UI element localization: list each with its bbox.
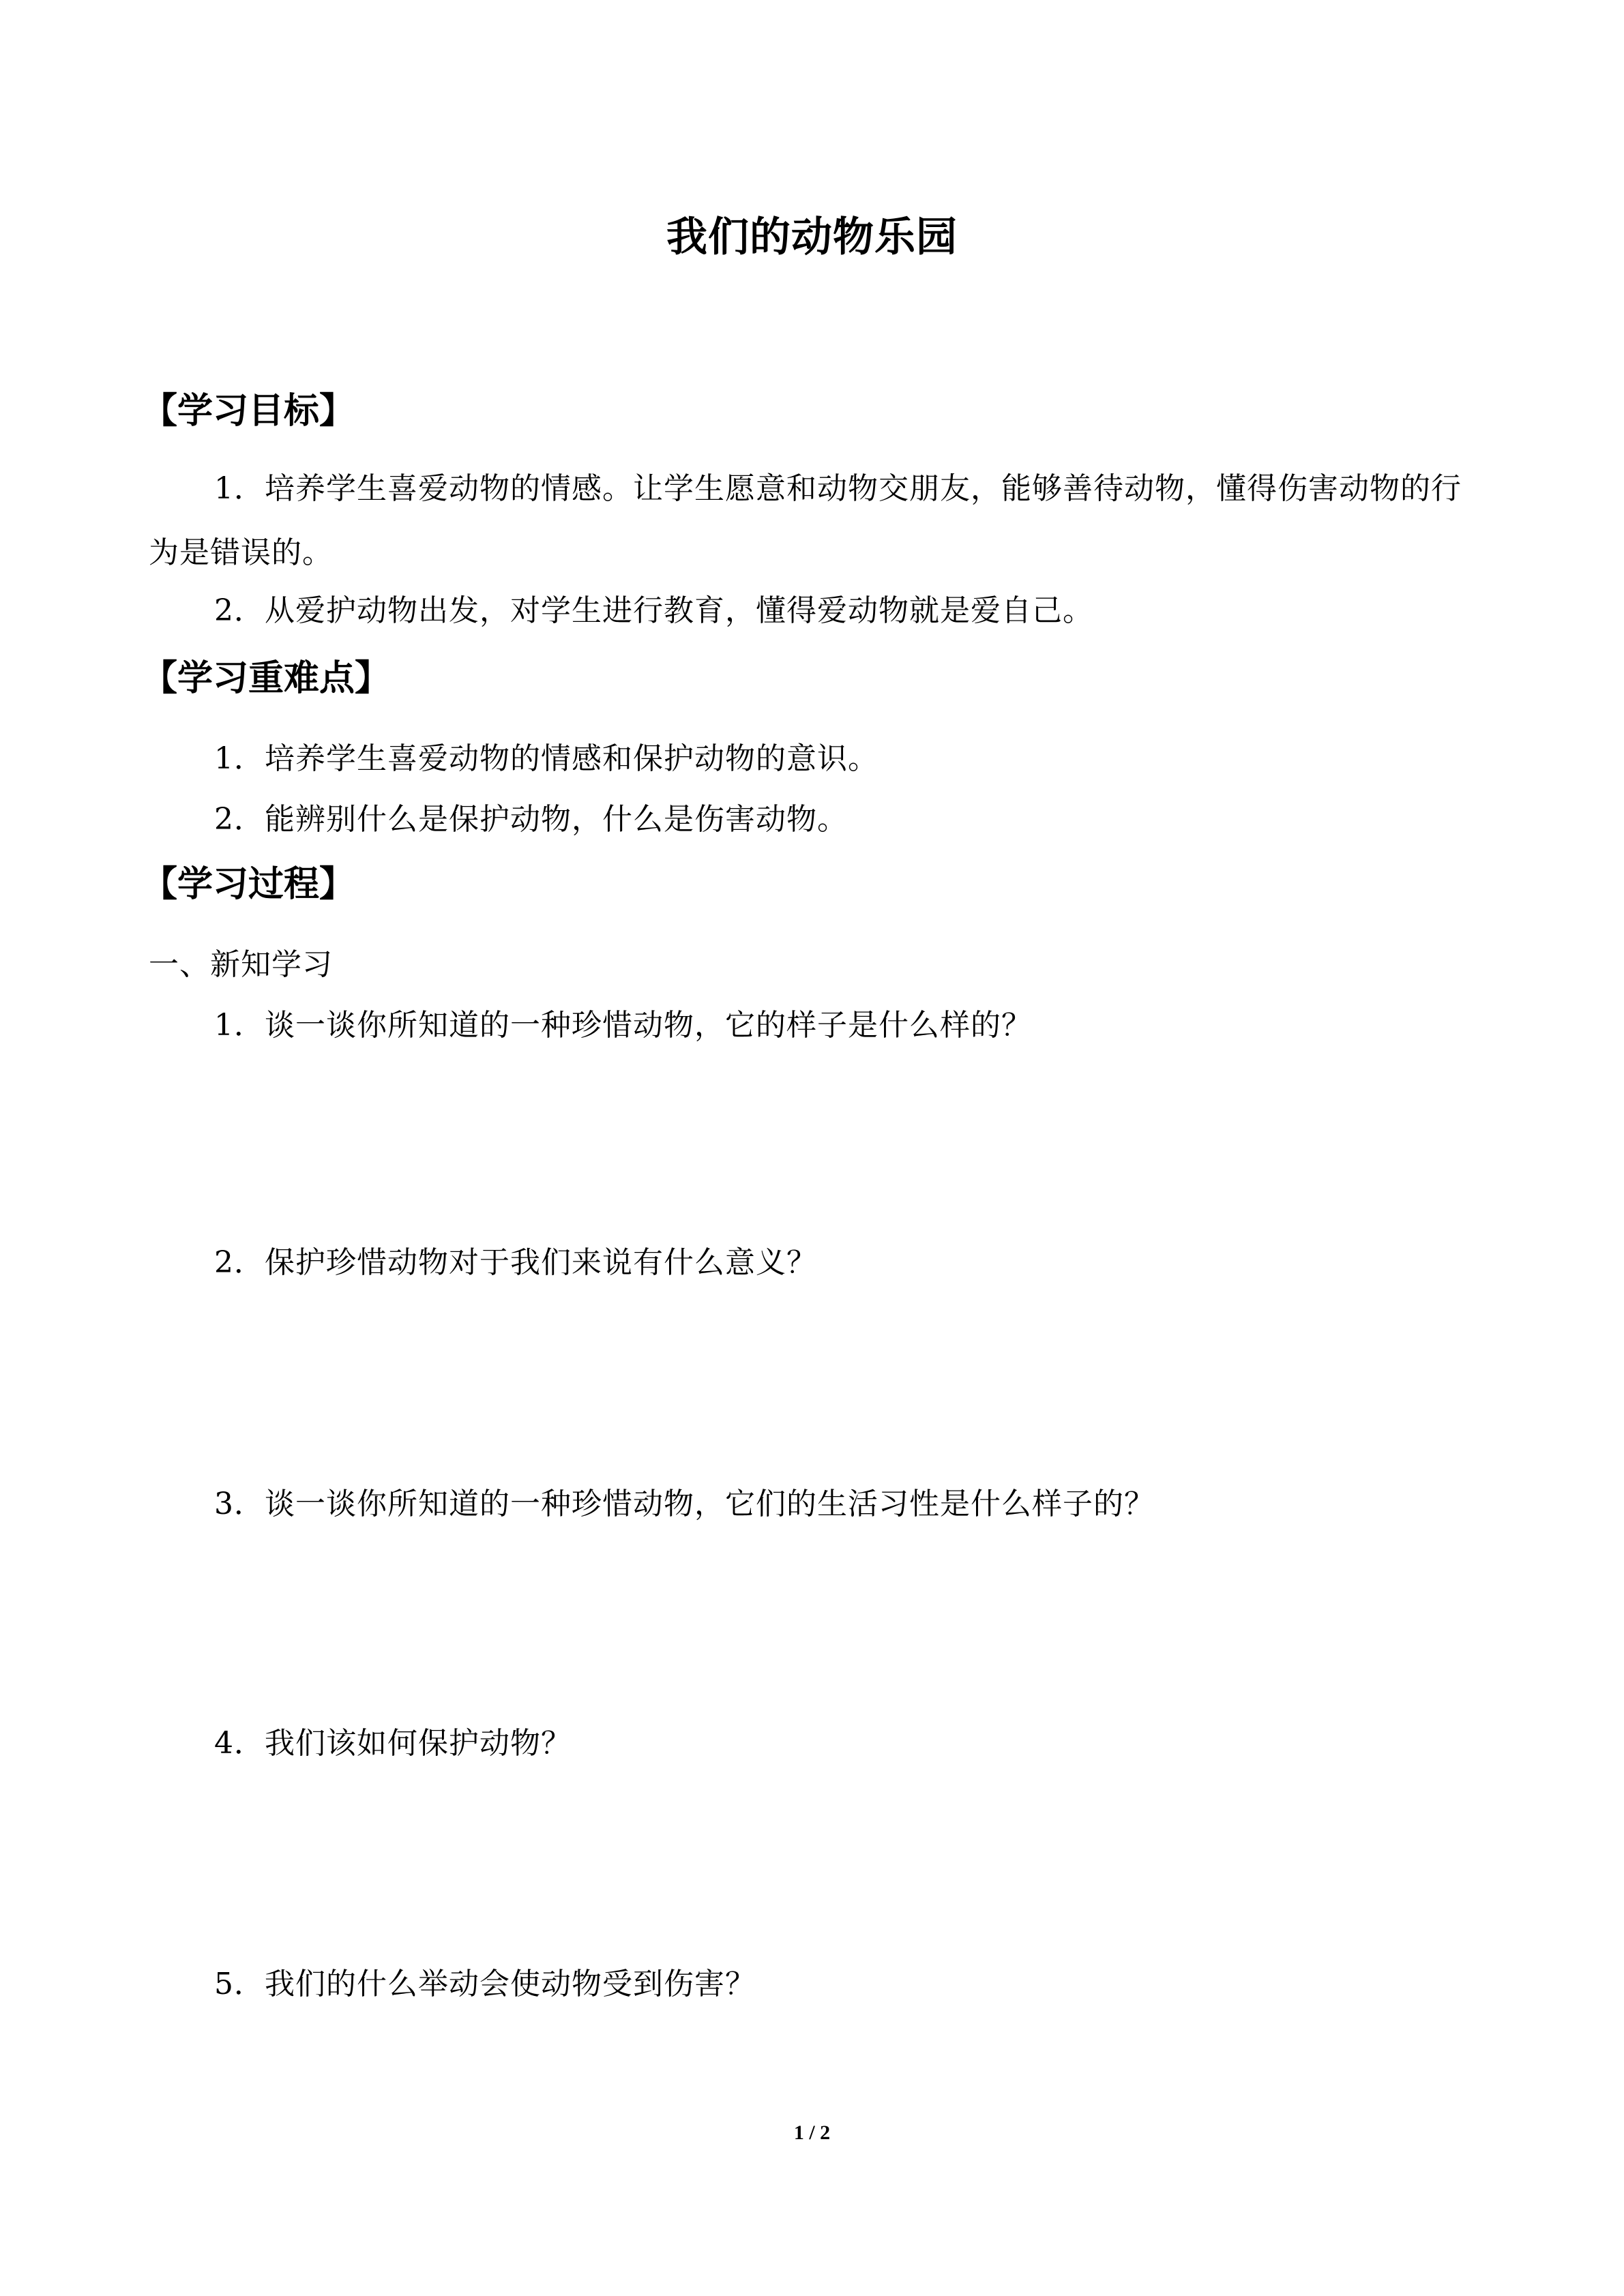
- question-item-2: 2．保护珍惜动物对于我们来说有什么意义？: [214, 1245, 817, 1280]
- question-item-1: 1．谈一谈你所知道的一种珍惜动物，它的样子是什么样的？: [214, 1008, 1032, 1043]
- section-heading-process: 【学习过程】: [142, 864, 355, 905]
- section-heading-key-points: 【学习重难点】: [142, 658, 391, 699]
- page-number: 1 / 2: [793, 2121, 831, 2144]
- goal-item-1: 1．培养学生喜爱动物的情感。让学生愿意和动物交朋友，能够善待动物，懂得伤害动物的行为是错误的。: [149, 471, 1462, 570]
- goal-item-2: 2．从爱护动物出发，对学生进行教育，懂得爱动物就是爱自己。: [214, 593, 1093, 628]
- question-item-5: 5．我们的什么举动会使动物受到伤害？: [214, 1967, 756, 2001]
- question-item-3: 3．谈一谈你所知道的一种珍惜动物，它们的生活习性是什么样子的？: [214, 1487, 1155, 1521]
- section-heading-goals: 【学习目标】: [142, 391, 355, 432]
- process-subheading: 一、新知学习: [149, 947, 333, 982]
- key-point-item-2: 2．能辨别什么是保护动物，什么是伤害动物。: [214, 802, 848, 837]
- key-point-item-1: 1．培养学生喜爱动物的情感和保护动物的意识。: [214, 741, 879, 776]
- question-item-4: 4．我们该如何保护动物？: [214, 1726, 572, 1761]
- document-title: 我们的动物乐园: [666, 213, 958, 261]
